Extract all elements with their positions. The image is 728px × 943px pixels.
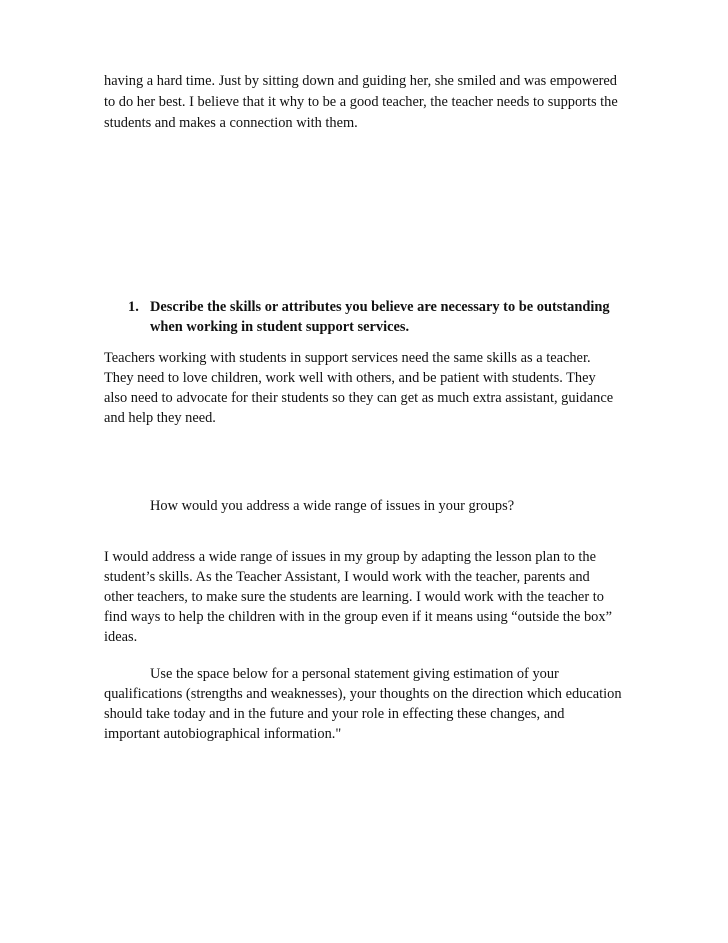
- question-1-number: 1.: [128, 299, 139, 315]
- question-1-line-2: when working in student support services.: [150, 319, 410, 335]
- prompt-3-line-4: important autobiographical information.": [104, 726, 342, 742]
- question-1-line-1: Describe the skills or attributes you believe are necessary to be outstanding: [150, 299, 610, 315]
- intro-line-3: students and makes a connection with them.: [104, 115, 358, 131]
- answer-2-line-4: find ways to help the children with in the group even if it means using “outside the box”: [104, 609, 612, 625]
- answer-2-line-2: student’s skills. As the Teacher Assistant, I would work with the teacher, parents and: [104, 569, 590, 585]
- answer-1-line-2: They need to love children, work well with others, and be patient with students. They: [104, 370, 596, 386]
- prompt-3-line-1: Use the space below for a personal statement giving estimation of your: [150, 666, 559, 682]
- intro-line-1: having a hard time. Just by sitting down and guiding her, she smiled and was empowered: [104, 73, 617, 89]
- question-2: How would you address a wide range of issues in your groups?: [150, 498, 515, 514]
- answer-2-line-3: other teachers, to make sure the students are learning. I would work with the teacher to: [104, 589, 604, 605]
- prompt-3-line-2: qualifications (strengths and weaknesses), your thoughts on the direction which education: [104, 686, 622, 702]
- answer-1-line-1: Teachers working with students in support services need the same skills as a teacher.: [104, 350, 591, 366]
- answer-1-line-3: also need to advocate for their students so they can get as much extra assistant, guidance: [104, 390, 614, 406]
- intro-line-2: to do her best. I believe that it why to be a good teacher, the teacher needs to supports the: [104, 94, 618, 110]
- answer-2-line-1: I would address a wide range of issues in my group by adapting the lesson plan to the: [104, 549, 596, 565]
- prompt-3-line-3: should take today and in the future and your role in effecting these changes, and: [104, 706, 565, 722]
- answer-2-line-5: ideas.: [104, 629, 138, 645]
- answer-1-line-4: and help they need.: [104, 410, 216, 426]
